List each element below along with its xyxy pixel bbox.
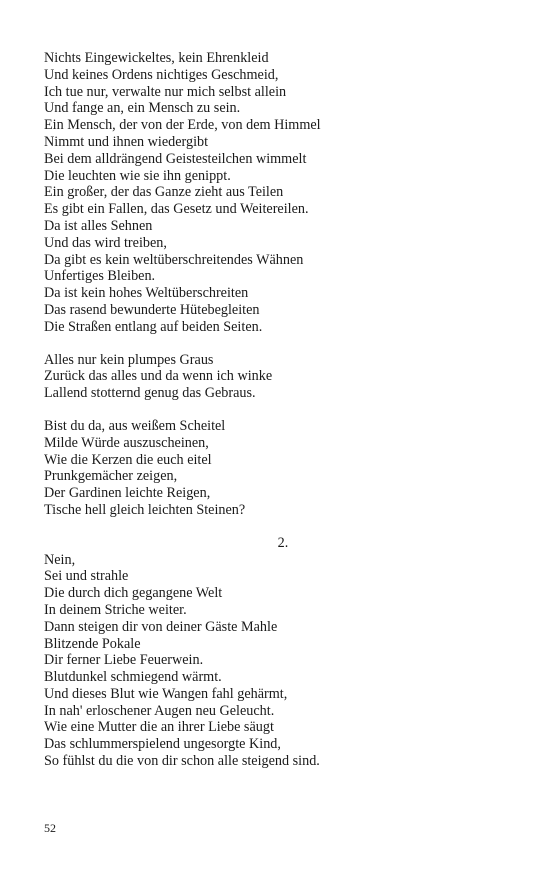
verse-line: Da ist alles Sehnen	[44, 217, 153, 234]
verse-line: Ein großer, der das Ganze zieht aus Teilen	[44, 184, 284, 201]
verse-line: Tische hell gleich leichten Steinen?	[44, 501, 246, 518]
verse-line: Sei und strahle	[44, 568, 129, 585]
verse-line: So fühlst du die von dir schon alle steigend sind.	[44, 753, 320, 770]
verse-line: Und fange an, ein Mensch zu sein.	[44, 100, 241, 117]
verse-line: Ein Mensch, der von der Erde, von dem Himmel	[44, 117, 321, 134]
page-number: 52	[44, 821, 56, 835]
verse-line: Nimmt und ihnen wiedergibt	[44, 133, 209, 150]
verse-line: Ich tue nur, verwalte nur mich selbst allein	[44, 83, 287, 100]
verse-line: Dir ferner Liebe Feuerwein.	[44, 652, 204, 669]
verse-line: Da ist kein hohes Weltüberschreiten	[44, 285, 249, 302]
verse-line: Und dieses Blut wie Wangen fahl gehärmt,	[44, 685, 288, 702]
verse-line: Nichts Eingewickeltes, kein Ehrenkleid	[44, 50, 269, 66]
stanza	[44, 418, 514, 519]
verse-line: In nah' erloschener Augen neu Geleucht.	[44, 702, 275, 719]
verse-line: Die Straßen entlang auf beiden Seiten.	[44, 318, 263, 335]
section-number: 2.	[277, 534, 289, 551]
verse-line: Blitzende Pokale	[44, 635, 141, 652]
stanza	[44, 352, 514, 402]
verse-line: Wie die Kerzen die euch eitel	[44, 451, 212, 468]
verse-line: Dann steigen dir von deiner Gäste Mahle	[44, 618, 278, 635]
poem-body	[44, 50, 514, 786]
verse-line: Lallend stotternd genug das Gebraus.	[44, 385, 256, 402]
verse-line: Bist du da, aus weißem Scheitel	[44, 417, 226, 434]
verse-line: Nein,	[44, 551, 76, 568]
verse-line: Milde Würde auszuscheinen,	[44, 434, 209, 451]
stanza	[44, 50, 514, 336]
verse-line: Prunkgemächer zeigen,	[44, 468, 178, 485]
verse-line: Die durch dich gegangene Welt	[44, 585, 223, 602]
verse-line: Der Gardinen leichte Reigen,	[44, 485, 211, 502]
verse-line: Blutdunkel schmiegend wärmt.	[44, 669, 222, 686]
verse-line: Da gibt es kein weltüberschreitendes Wähnen	[44, 251, 304, 268]
verse-line: Das schlummerspielend ungesorgte Kind,	[44, 736, 281, 753]
stanza	[44, 552, 514, 770]
verse-line: Zurück das alles und da wenn ich winke	[44, 368, 273, 385]
verse-line: In deinem Striche weiter.	[44, 601, 187, 618]
verse-line: Und keines Ordens nichtiges Geschmeid,	[44, 66, 279, 83]
verse-line: Und das wird treiben,	[44, 234, 167, 251]
verse-line: Unfertiges Bleiben.	[44, 268, 156, 285]
verse-line: Es gibt ein Fallen, das Gesetz und Weitereilen.	[44, 201, 309, 218]
verse-line: Die leuchten wie sie ihn genippt.	[44, 167, 231, 184]
verse-line: Das rasend bewunderte Hütebegleiten	[44, 301, 260, 318]
verse-line: Alles nur kein plumpes Graus	[44, 351, 214, 368]
verse-line: Bei dem alldrängend Geistesteilchen wimmelt	[44, 150, 307, 167]
verse-line: Wie eine Mutter die an ihrer Liebe säugt	[44, 719, 274, 736]
